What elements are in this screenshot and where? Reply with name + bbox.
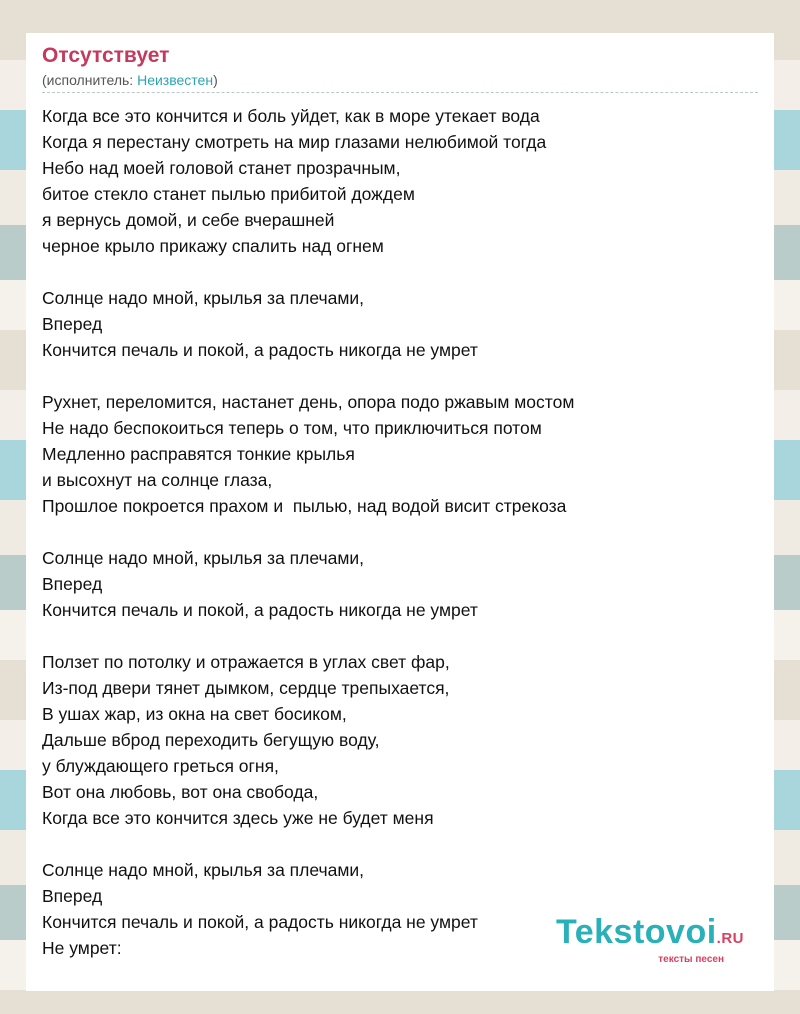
lyric-line: Кончится печаль и покой, а радость никогда не умрет [42, 600, 478, 620]
lyric-line: В ушах жар, из окна на свет босиком, [42, 704, 347, 724]
artist-prefix: (исполнитель: [42, 72, 138, 88]
title-divider [42, 92, 758, 93]
artist-suffix: ) [213, 72, 218, 88]
lyric-line: Вперед [42, 574, 103, 594]
lyric-line: Вот она любовь, вот она свобода, [42, 782, 319, 802]
lyrics-text [42, 103, 758, 961]
lyric-line: Кончится печаль и покой, а радость никогда не умрет [42, 912, 478, 932]
logo-tagline: тексты песен [658, 954, 724, 965]
lyric-line: Из-под двери тянет дымком, сердце трепыхается, [42, 678, 450, 698]
lyric-line: Медленно расправятся тонкие крылья [42, 444, 355, 464]
lyric-line [42, 519, 758, 545]
lyric-line: и высохнут на солнце глаза, [42, 470, 273, 490]
lyric-line: Рухнет, переломится, настанет день, опора подо ржавым мостом [42, 392, 575, 412]
lyric-line: Не надо беспокоиться теперь о том, что приключиться потом [42, 418, 542, 438]
logo-tld: .RU [716, 930, 744, 947]
song-title: Отсутствует [42, 44, 170, 67]
lyric-line [42, 363, 758, 389]
lyric-line: Солнце надо мной, крылья за плечами, [42, 288, 365, 308]
artist-line [42, 71, 758, 89]
lyric-line: у блуждающего греться огня, [42, 756, 279, 776]
lyric-line: Ползет по потолку и отражается в углах свет фар, [42, 652, 450, 672]
lyric-line: Дальше вброд переходить бегущую воду, [42, 730, 380, 750]
lyric-line: Солнце надо мной, крылья за плечами, [42, 548, 365, 568]
lyric-line [42, 623, 758, 649]
lyric-line: Когда я перестану смотреть на мир глазами нелюбимой тогда [42, 132, 547, 152]
artist-link[interactable]: Неизвестен [137, 72, 214, 88]
lyric-line: Не умрет: [42, 938, 122, 958]
lyric-line: я вернусь домой, и себе вчерашней [42, 210, 335, 230]
lyrics-card [26, 33, 774, 991]
lyric-line: Вперед [42, 314, 103, 334]
lyric-line: Вперед [42, 886, 103, 906]
lyric-line: Кончится печаль и покой, а радость никогда не умрет [42, 340, 478, 360]
lyric-line: Солнце надо мной, крылья за плечами, [42, 860, 365, 880]
lyric-line: битое стекло станет пылью прибитой дождем [42, 184, 415, 204]
lyric-line [42, 831, 758, 857]
lyric-line: Небо над моей головой станет прозрачным, [42, 158, 401, 178]
lyric-line: Прошлое покроется прахом и пылью, над водой висит стрекоза [42, 496, 567, 516]
logo-name: Tekstovoi [555, 913, 717, 951]
lyric-line: черное крыло прикажу спалить над огнем [42, 236, 384, 256]
lyric-line: Когда все это кончится здесь уже не будет меня [42, 808, 434, 828]
site-logo[interactable] [556, 915, 744, 965]
lyric-line [42, 259, 758, 285]
lyric-line: Когда все это кончится и боль уйдет, как в море утекает вода [42, 106, 540, 126]
